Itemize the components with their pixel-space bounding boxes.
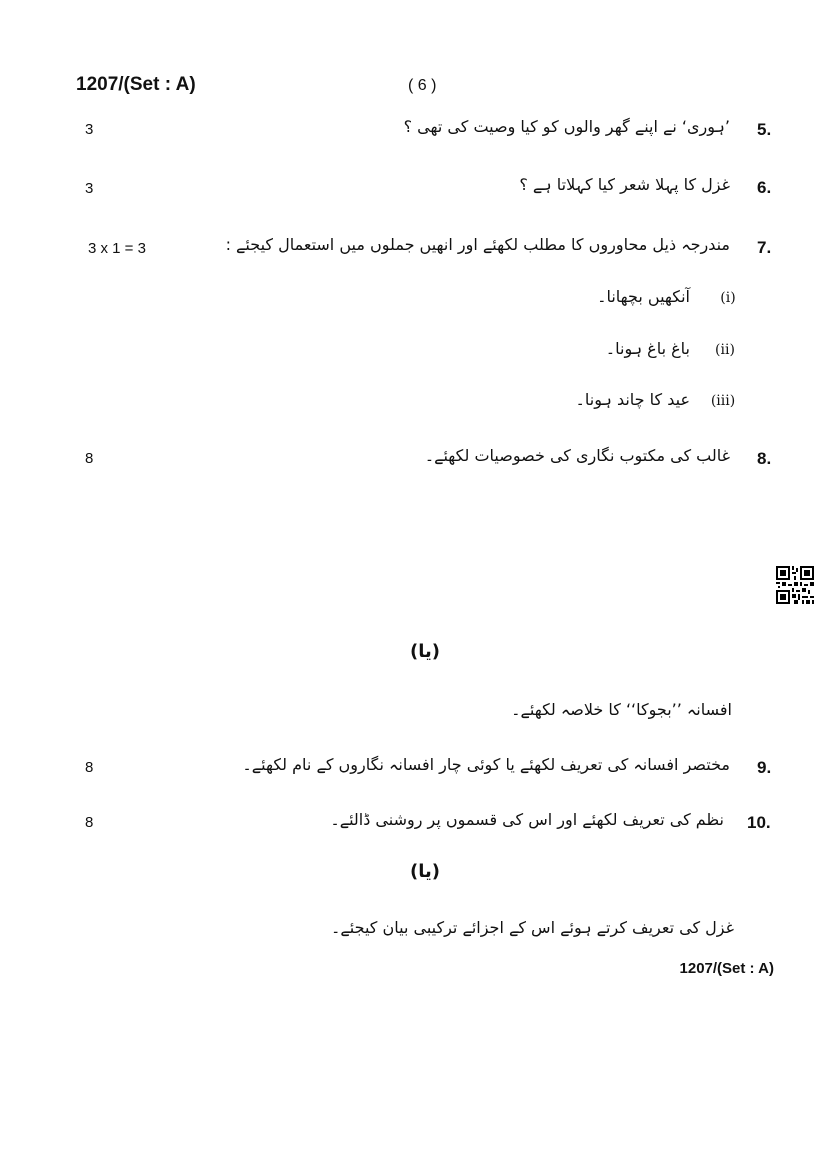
question-9-marks: 8: [85, 759, 94, 776]
question-7-text: مندرجہ ذیل محاوروں کا مطلب لکھئے اور انھیں جملوں میں استعمال کیجئے :: [225, 235, 730, 254]
question-5-text: ’ہوری‘ نے اپنے گھر والوں کو کیا وصیت کی تھی ؟: [403, 117, 730, 136]
question-10-text: نظم کی تعریف لکھئے اور اس کی قسموں پر روشنی ڈالئے۔: [330, 810, 724, 829]
question-10-marks: 8: [85, 814, 94, 831]
question-7-item-3-text: عید کا چاند ہونا۔: [575, 390, 690, 409]
question-7-item-3-number: (iii): [710, 393, 736, 409]
question-7-item-1-text: آنکھیں بچھانا۔: [597, 287, 690, 306]
question-5-marks: 3: [85, 121, 94, 138]
question-9-number: 9.: [757, 758, 772, 777]
question-7-item-2-number: (ii): [715, 342, 735, 358]
question-8-marks: 8: [85, 450, 94, 467]
question-5-number: 5.: [757, 120, 772, 139]
question-7-item-1-number: (i): [720, 290, 736, 306]
page-number: ( 6 ): [408, 77, 437, 94]
question-10-number: 10.: [747, 813, 771, 832]
question-10-alternative-text: غزل کی تعریف کرتے ہوئے اس کے اجزائے ترکیبی بیان کیجئے۔: [331, 918, 734, 937]
question-6-marks: 3: [85, 180, 94, 197]
question-7-marks: 3 x 1 = 3: [88, 240, 146, 257]
footer-paper-code: 1207/(Set : A): [679, 960, 774, 977]
question-6-number: 6.: [757, 178, 772, 197]
question-8-alternative-text: افسانہ ’’بجوکا‘‘ کا خلاصہ لکھئے۔: [511, 700, 732, 719]
paper-code: 1207/(Set : A): [76, 74, 196, 95]
or-label-2: (یا): [410, 861, 440, 882]
or-label-1: (یا): [410, 641, 440, 662]
question-7-item-2-text: باغ باغ ہونا۔: [605, 339, 690, 358]
question-7-number: 7.: [757, 238, 772, 257]
question-8-text: غالب کی مکتوب نگاری کی خصوصیات لکھئے۔: [424, 446, 730, 465]
question-6-text: غزل کا پہلا شعر کیا کہلاتا ہے ؟: [519, 175, 730, 194]
question-8-number: 8.: [757, 449, 772, 468]
qr-code-icon: [776, 566, 814, 604]
question-9-text: مختصر افسانہ کی تعریف لکھئے یا کوئی چار افسانہ نگاروں کے نام لکھئے۔: [242, 755, 730, 774]
